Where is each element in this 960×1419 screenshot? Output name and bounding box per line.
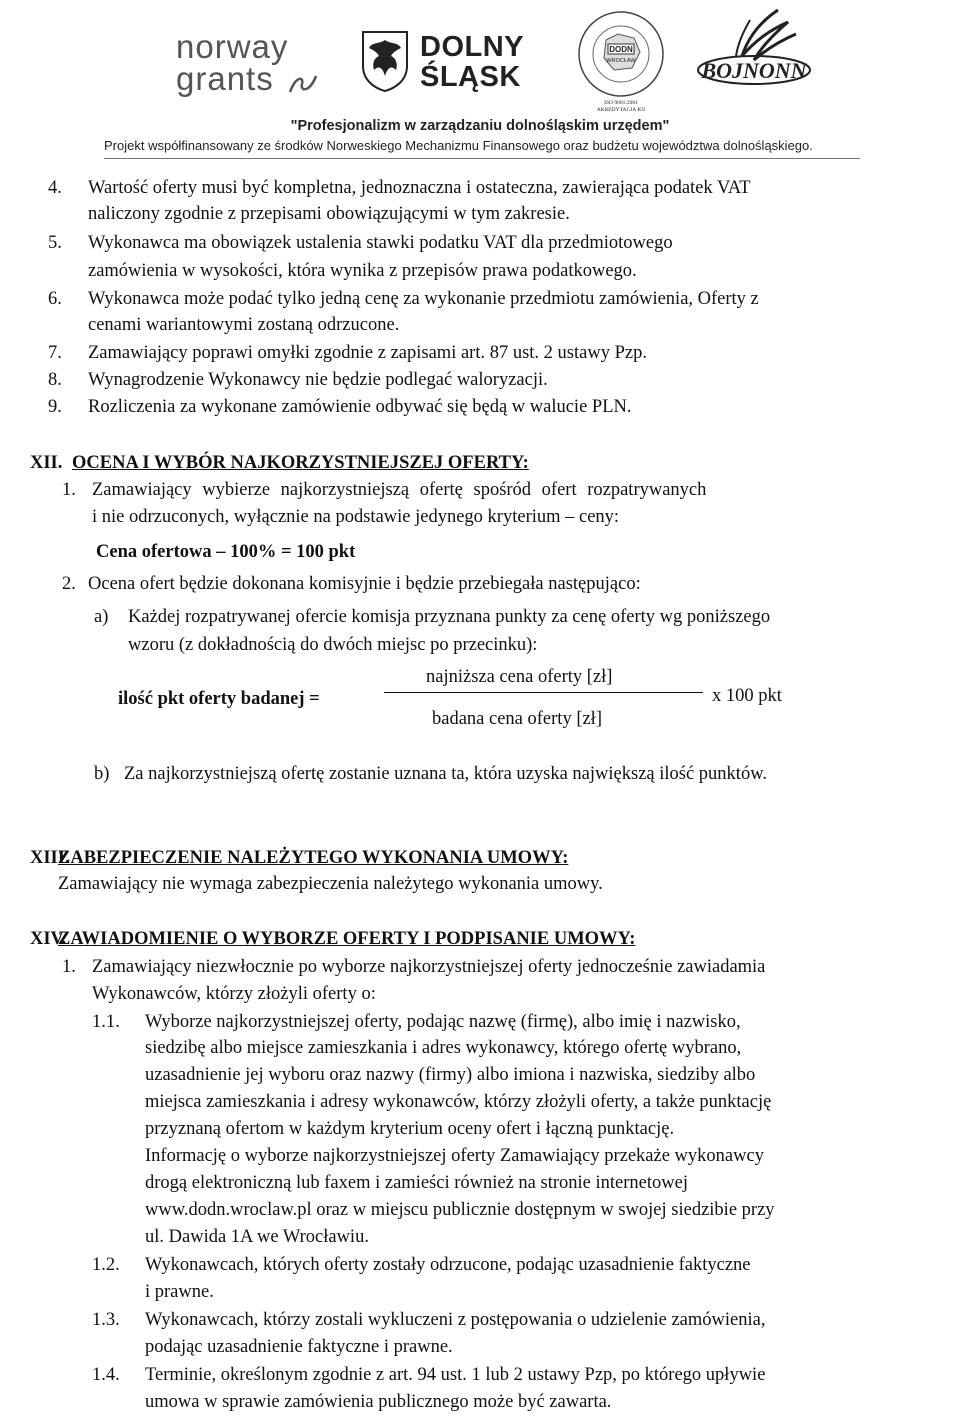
paragraph-line: Ocena ofert będzie dokonana komisyjnie i będzie przebiegała następująco: — [88, 574, 641, 594]
formula-denominator: badana cena oferty [zł] — [432, 709, 602, 729]
section-body: Zamawiający nie wymaga zabezpieczenia należytego wykonania umowy. — [58, 874, 603, 894]
item-number: 9. — [48, 397, 62, 417]
item-line: Wynagrodzenie Wykonawcy nie będzie podlegać waloryzacji. — [88, 370, 548, 390]
subpoint-line: Wykonawcach, których oferty zostały odrzucone, podając uzasadnienie faktyczne — [145, 1255, 751, 1275]
norway-logo-line2: grants — [176, 60, 274, 97]
subpoint-label: b) — [94, 764, 110, 784]
dolny-logo-line1: DOLNY — [420, 31, 524, 63]
item-line: Zamawiający poprawi omyłki zgodnie z zapisami art. 87 ust. 2 ustawy Pzp. — [88, 343, 647, 363]
item-line: Rozliczenia za wykonane zamówienie odbywać się będą w walucie PLN. — [88, 397, 632, 417]
dolny-slask-logo — [420, 32, 524, 92]
formula-numerator: najniższa cena oferty [zł] — [426, 667, 613, 687]
subpoint-line: Za najkorzystniejszą ofertę zostanie uznana ta, która uzyska największą ilość punktów. — [124, 764, 767, 784]
subpoint-number: 1.1. — [92, 1012, 120, 1032]
section-title: OCENA I WYBÓR NAJKORZYSTNIEJSZEJ OFERTY: — [72, 453, 529, 473]
subpoint-line: www.dodn.wroclaw.pl oraz w miejscu publicznie dostępnym w swojej siedzibie przy — [145, 1200, 775, 1220]
eagle-crest-icon — [360, 30, 410, 92]
criterion-text: Cena ofertowa – 100% = 100 pkt — [96, 542, 356, 562]
page-header — [0, 0, 960, 160]
subpoint-line: Terminie, określonym zgodnie z art. 94 ust. 1 lub 2 ustawy Pzp, po którego upływie — [145, 1365, 766, 1385]
subpoint-number: 1.3. — [92, 1310, 120, 1330]
seal-iso-text: ISO 9001:2001 — [604, 100, 638, 106]
project-title: "Profesjonalizm w zarządzaniu dolnośląskim urzędem" — [290, 118, 670, 134]
paragraph-number: 1. — [62, 957, 76, 977]
paragraph-number: 2. — [62, 574, 76, 594]
seal-center-text: DODN — [609, 45, 633, 54]
paragraph-line: Zamawiający wybierze najkorzystniejszą ofertę spośród ofert rozpatrywanych — [92, 480, 707, 500]
subpoint-line: miejsca zamieszkania i adresy wykonawców, którzy złożyli oferty, a także punktację — [145, 1092, 772, 1112]
item-line — [88, 232, 957, 254]
norway-grants-logo — [176, 26, 326, 96]
subpoint-line: Wykonawcach, którzy zostali wykluczeni z postępowania o udzielenie zamówienia, — [145, 1310, 766, 1330]
subpoint-line: uzasadnienie jej wyboru oraz nazwy (firmy) albo imiona i nazwiska, siedziby albo — [145, 1065, 756, 1085]
subpoint-line: Informację o wyborze najkorzystniejszej oferty Zamawiający przekaże wykonawcy — [145, 1146, 764, 1166]
item-number: 7. — [48, 343, 62, 363]
subpoint-line: umowa w sprawie zamówienia publicznego może być zawarta. — [145, 1392, 612, 1412]
subpoint-line: podając uzasadnienie faktyczne i prawne. — [145, 1337, 453, 1357]
section-title: ZABEZPIECZENIE NALEŻYTEGO WYKONANIA UMOWY: — [58, 848, 569, 868]
bojnonn-text: BOJNONN — [701, 58, 807, 83]
seal-city-text: WROCŁAW — [606, 58, 636, 64]
paragraph-line: i nie odrzuconych, wyłącznie na podstawie jedynego kryterium – ceny: — [92, 507, 620, 527]
subpoint-line: Wyborze najkorzystniejszej oferty, podając nazwę (firmę), albo imię i nazwisko, — [145, 1012, 741, 1032]
subpoint-line: wzoru (z dokładnością do dwóch miejsc po przecinku): — [128, 635, 538, 655]
paragraph-line: Wykonawców, którzy złożyli oferty o: — [92, 984, 376, 1004]
section-number: XII. — [30, 453, 63, 473]
subpoint-number: 1.2. — [92, 1255, 120, 1275]
subpoint-line: i prawne. — [145, 1282, 214, 1302]
item-line: cenami wariantowymi zostaną odrzucone. — [88, 315, 400, 335]
norway-swirl-icon — [288, 72, 318, 96]
item-number: 6. — [48, 289, 62, 309]
paragraph-number: 1. — [62, 480, 76, 500]
header-divider — [104, 158, 860, 159]
formula-fraction-line — [384, 692, 703, 693]
subpoint-line: przyznaną ofertom w każdym kryterium oceny ofert i łączną punktację. — [145, 1119, 675, 1139]
paragraph-line: Zamawiający niezwłocznie po wyborze najkorzystniejszej oferty jednocześnie zawiadamia — [92, 957, 766, 977]
formula-left: ilość pkt oferty badanej = — [118, 689, 320, 709]
subpoint-line: ul. Dawida 1A we Wrocławiu. — [145, 1227, 369, 1247]
item-number: 8. — [48, 370, 62, 390]
seal-akr-text: AKREDYTACJA KO — [596, 107, 646, 112]
item-number: 5. — [48, 233, 62, 253]
item-line: zamówienia w wysokości, która wynika z przepisów prawa podatkowego. — [88, 261, 637, 281]
item-line: Wykonawca może podać tylko jedną cenę za wykonanie przedmiotu zamówienia, Oferty z — [88, 289, 759, 309]
norway-logo-line1: norway — [176, 28, 289, 65]
section-number: XIV. — [30, 929, 67, 949]
dolny-logo-line2: ŚLĄSK — [420, 61, 521, 93]
section-title: ZAWIADOMIENIE O WYBORZE OFERTY I PODPISANIE UMOWY: — [58, 929, 636, 949]
formula-right: x 100 pkt — [712, 686, 782, 706]
subpoint-line: drogą elektroniczną lub faxem i zamieści również na stronie internetowej — [145, 1173, 688, 1193]
subpoint-number: 1.4. — [92, 1365, 120, 1385]
subpoint-label: a) — [94, 607, 109, 627]
bojnonn-logo — [690, 4, 820, 104]
subpoint-line: Każdej rozpatrywanej ofercie komisja przyznana punkty za cenę oferty wg poniższego — [128, 607, 771, 627]
dodn-seal-icon — [568, 6, 674, 112]
project-subtitle: Projekt współfinansowany ze środków Norweskiego Mechanizmu Finansowego oraz budżetu województwa dolnośląskiego. — [104, 138, 813, 153]
section-number: XIII. — [30, 848, 70, 868]
item-line-text: Wykonawca ma obowiązek ustalenia stawki podatku VAT dla przedmiotowego — [88, 233, 673, 253]
item-number: 4. — [48, 178, 62, 198]
subpoint-line: siedzibę albo miejsce zamieszkania i adres wykonawcy, którego ofertę wybrano, — [145, 1038, 742, 1058]
item-line: naliczony zgodnie z przepisami obowiązującymi w tym zakresie. — [88, 204, 570, 224]
item-line: Wartość oferty musi być kompletna, jednoznaczna i ostateczna, zawierająca podatek VAT — [88, 178, 751, 198]
